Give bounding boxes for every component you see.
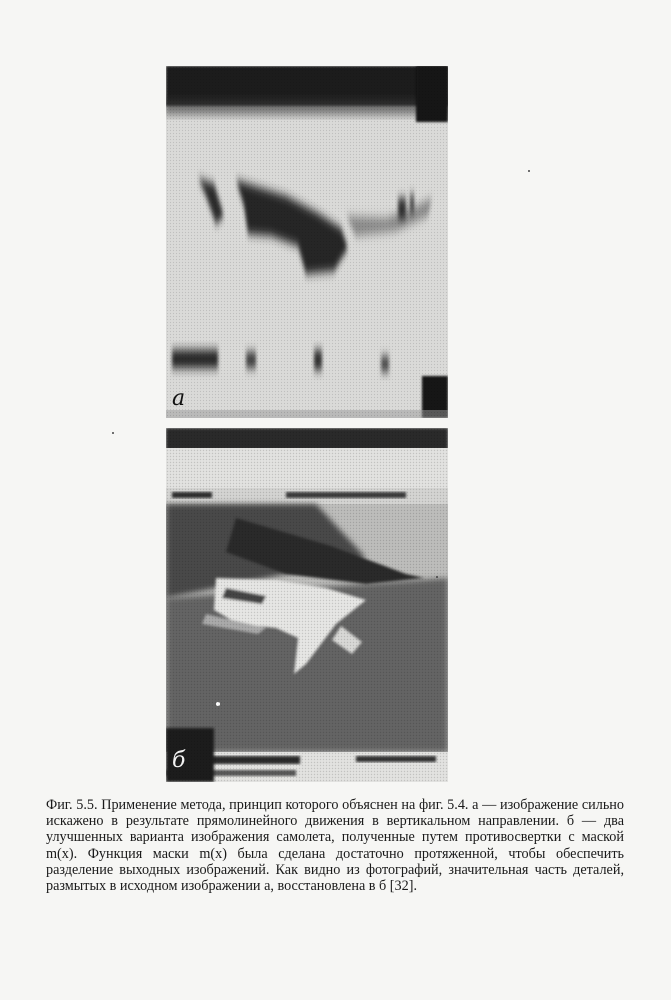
restored-photo-b xyxy=(166,428,448,782)
blurred-image-graphic xyxy=(166,66,448,418)
figure-5-5 xyxy=(166,66,448,782)
caption-text: Фиг. 5.5. Применение метода, принцип которого объяснен на фиг. 5.4. а — изображение сильно искажено в результате прямолинейного движения в вертикальном направлении. б — два улучшенных варианта изображения самолета, полученные путем противосвертки с маской m(x). Функция маски m(x) была сделана достаточно протяженной, чтобы обеспечить разделение выходных изображений. Как видно из фотографий, значительная часть деталей, размытых в исходном изображении а, восстановлена в б [32]. xyxy=(46,797,624,895)
panel-label-a: а xyxy=(172,386,186,411)
restored-image-graphic xyxy=(166,428,448,782)
figure-caption xyxy=(46,797,624,894)
print-speck xyxy=(436,576,438,578)
panel-label-b: б xyxy=(172,748,186,773)
print-speck xyxy=(112,432,114,434)
print-speck xyxy=(528,170,530,172)
blurred-photo-a xyxy=(166,66,448,418)
